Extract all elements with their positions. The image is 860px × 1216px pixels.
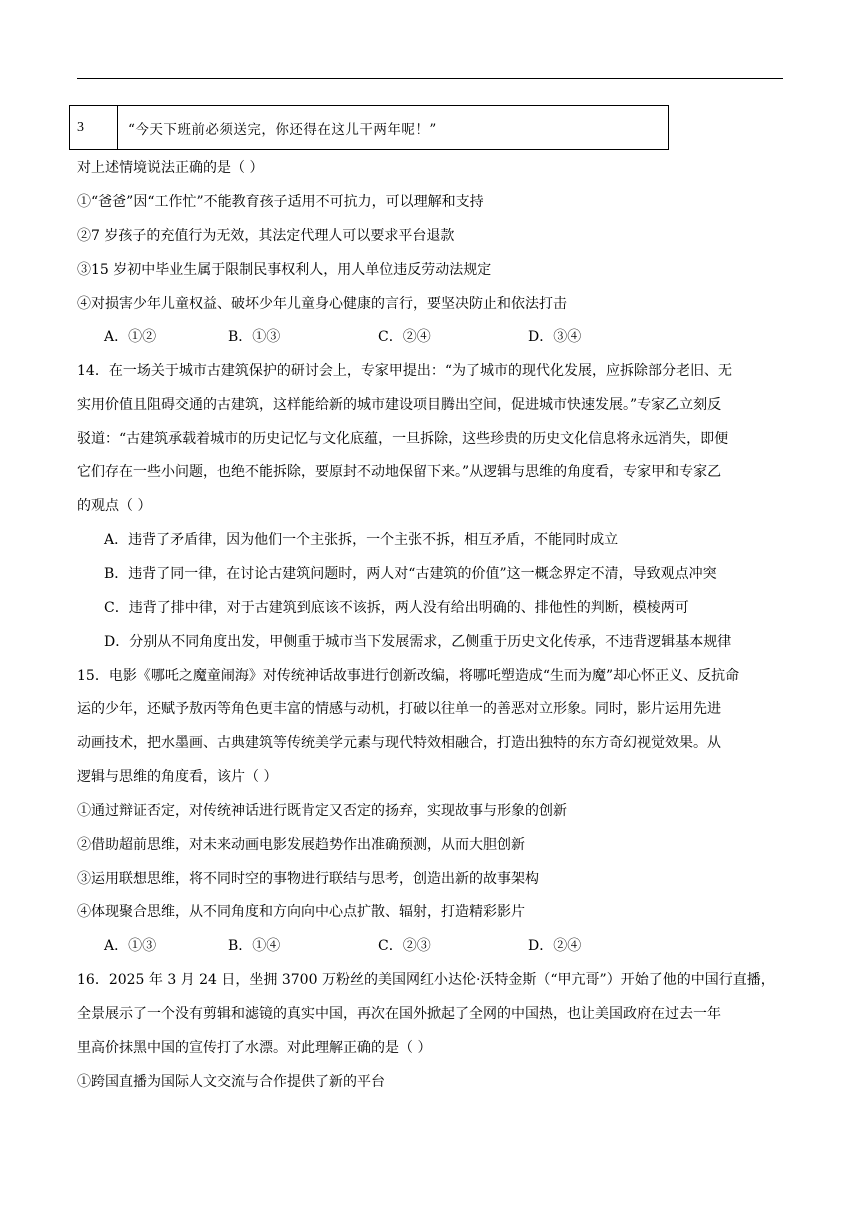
q14-line-5: 的观点（ ） <box>77 498 152 514</box>
q16-line-2: 全景展示了一个没有剪辑和滤镜的真实中国，再次在国外掀起了全网的中国热，也让美国政府在过去一年 <box>77 1006 721 1022</box>
q15-option-b[interactable]: B．①④ <box>228 938 281 954</box>
table-row-number: 3 <box>70 106 118 149</box>
q14-line-4: 它们存在一些小问题，也绝不能拆除，要原封不动地保留下来。”从逻辑与思维的角度看，专家甲和专家乙 <box>77 464 722 480</box>
q13-item-2: ②7 岁孩子的充值行为无效，其法定代理人可以要求平台退款 <box>77 228 455 244</box>
q15-option-c[interactable]: C．②③ <box>378 938 431 954</box>
q13-option-a[interactable]: A．①② <box>104 329 157 345</box>
q16-item-1: ①跨国直播为国际人文交流与合作提供了新的平台 <box>77 1074 385 1090</box>
q14-choice-b[interactable]: B．违背了同一律，在讨论古建筑问题时，两人对“古建筑的价值”这一概念界定不清，导致观点冲突 <box>104 566 717 582</box>
q15-option-a[interactable]: A．①③ <box>104 938 157 954</box>
q14-line-3: 驳道：“古建筑承载着城市的历史记忆与文化底蕴，一旦拆除，这些珍贵的历史文化信息将永远消失，即便 <box>77 431 729 447</box>
q13-option-d[interactable]: D．③④ <box>528 329 582 345</box>
q15-item-4: ④体现聚合思维，从不同角度和方向向中心点扩散、辐射，打造精彩影片 <box>77 904 525 920</box>
q15-item-2: ②借助超前思维，对未来动画电影发展趋势作出准确预测，从而大胆创新 <box>77 837 525 853</box>
q15-option-d[interactable]: D．②④ <box>528 938 582 954</box>
q14-choice-d[interactable]: D．分别从不同角度出发，甲侧重于城市当下发展需求，乙侧重于历史文化传承，不违背逻辑基本规律 <box>104 634 732 650</box>
q15-line-1: 15．电影《哪吒之魔童闹海》对传统神话故事进行创新改编，将哪吒塑造成“生而为魔”却心怀正义、反抗命 <box>77 668 740 684</box>
q14-line-2: 实用价值且阻碍交通的古建筑，这样能给新的城市建设项目腾出空间，促进城市快速发展。”专家乙立刻反 <box>77 397 722 413</box>
q15-line-4: 逻辑与思维的角度看，该片（ ） <box>77 769 278 785</box>
q14-line-1: 14．在一场关于城市古建筑保护的研讨会上，专家甲提出：“为了城市的现代化发展，应拆除部分老旧、无 <box>77 363 732 379</box>
q14-choice-c[interactable]: C．违背了排中律，对于古建筑到底该不该拆，两人没有给出明确的、排他性的判断，模棱两可 <box>104 600 689 616</box>
q13-item-1: ①“爸爸”因“工作忙”不能教育孩子适用不可抗力，可以理解和支持 <box>77 194 484 210</box>
q13-item-4: ④对损害少年儿童权益、破坏少年儿童身心健康的言行，要坚决防止和依法打击 <box>77 296 567 312</box>
q16-line-1: 16．2025 年 3 月 24 日，坐拥 3700 万粉丝的美国网红小达伦·沃特金斯（“甲亢哥”）开始了他的中国行直播， <box>77 972 775 988</box>
table-row-text: “今天下班前必须送完，你还得在这儿干两年呢！” <box>128 121 437 138</box>
q15-line-2: 运的少年，还赋予敖丙等角色更丰富的情感与动机，打破以往单一的善恶对立形象。同时，影片运用先进 <box>77 701 721 717</box>
q13-options <box>104 327 664 347</box>
q13-option-b[interactable]: B．①③ <box>228 329 281 345</box>
q15-item-3: ③运用联想思维，将不同时空的事物进行联结与思考，创造出新的故事架构 <box>77 871 539 887</box>
q15-line-3: 动画技术，把水墨画、古典建筑等传统美学元素与现代特效相融合，打造出独特的东方奇幻视觉效果。从 <box>77 735 721 751</box>
q15-item-1: ①通过辩证否定，对传统神话进行既肯定又否定的扬弃，实现故事与形象的创新 <box>77 803 567 819</box>
q13-option-c[interactable]: C．②④ <box>378 329 431 345</box>
q13-item-3: ③15 岁初中毕业生属于限制民事权利人，用人单位违反劳动法规定 <box>77 262 492 278</box>
header-rule <box>77 78 783 79</box>
scenario-table <box>69 105 669 150</box>
q14-choice-a[interactable]: A．违背了矛盾律，因为他们一个主张拆，一个主张不拆，相互矛盾，不能同时成立 <box>104 532 619 548</box>
q15-options <box>104 936 664 956</box>
q13-stem: 对上述情境说法正确的是（ ） <box>77 160 264 176</box>
q16-line-3: 里高价抹黑中国的宣传打了水漂。对此理解正确的是（ ） <box>77 1040 432 1056</box>
